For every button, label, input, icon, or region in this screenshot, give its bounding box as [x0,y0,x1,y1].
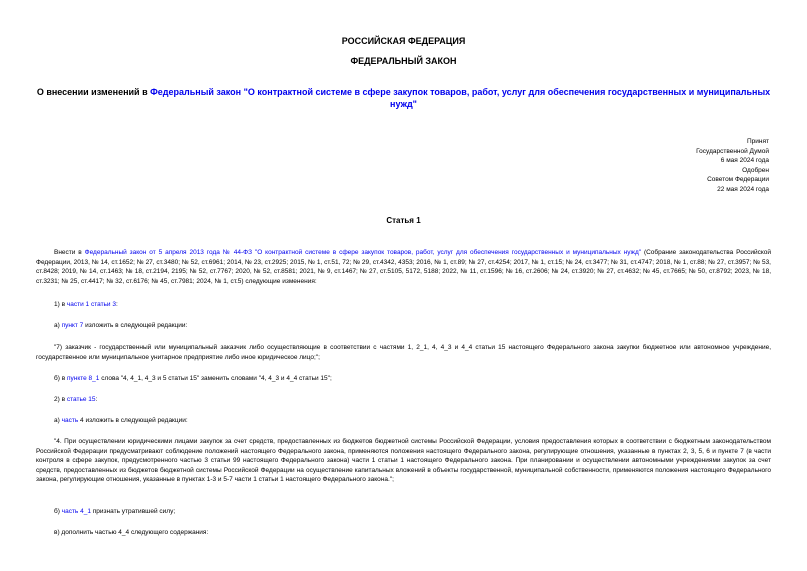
subitem-c2: в) дополнить частью 4_4 следующего содержания: [54,529,209,536]
title-prefix: О внесении изменений в [36,87,151,97]
item-2-pre: 2) в [54,396,67,403]
subitem-b2-post: признать утратившей силу; [90,508,176,515]
subitem-a2-post: 4 изложить в следующей редакции: [78,417,188,424]
adopted-label: Принят [746,138,769,145]
subitem-a2-link[interactable]: часть [61,417,79,424]
subitem-b-post: слова "4, 4_1, 4_3 и 5 статьи 15" заменить словами "4, 4_3 и 4_4 статьи 15"; [99,375,332,382]
adoption-block [696,137,769,194]
subitem-b2-link[interactable]: часть 4_1 [61,508,91,515]
subitem-a-post: изложить в следующей редакции: [83,322,188,329]
subitem-a2 [36,416,789,426]
subitem-b-link[interactable]: пункте 8_1 [66,375,100,382]
item-1-post: : [116,301,118,308]
quote-item-7: "7) заказчик - государственный или муниципальный заказчик либо осуществляющие в соответствии с частями 1, 2_1, 4, 4_3 и 4_4 статьи 15 настоящего Федерального закона закупки бюджетное или автономное учреждение, государственное или муниципальное унитарное предприятие либо иное юридическое лицо;"; [36,344,771,361]
subitem-a-link[interactable]: пункт 7 [61,322,84,329]
approved-date: 22 мая 2024 года [717,185,769,193]
item-2-link[interactable]: статье 15 [66,396,96,403]
doc-type-heading: ФЕДЕРАЛЬНЫЙ ЗАКОН [350,56,457,66]
subitem-a2-pre: а) [54,417,62,424]
intro-paragraph [36,248,771,286]
item-1-pre: 1) в [54,301,67,308]
approved-label: Одобрен [742,166,769,174]
intro-post: (Собрание законодательства Российской Федерации, 2013, № 14, ст.1652; № 27, ст.3480; № 52, ст.6961; 2014, № 23, ст.2925; 2015, № 1, ст.51, 72; № 29, ст.4342, 4353; 2016, № 1, ст.89; № 27, ст.4254; 2017, № 1, ст.15; № 24, ст.3477; № 31, ст.4747; 2018, № 1, ст.88; № 27, ст.3957; № 53, ст.8428; 2019, № 14, ст.1463; № 18, ст.2194, 2195; № 52, ст.7767; 2020, № 52, ст.8581; 2021, № 9, ст.1467; № 27, ст.5105, 5172, 5188; 2022, № 11, ст.1596; № 16, ст.2606; № 24, ст.3920; № 27, ст.4632; № 45, ст.7665; № 50, ст.8792; 2023, № 18, ст.3231; № 25, ст.4417; № 32, ст.6176; № 45, ст.7981; 2024, № 1, ст.5) следующие изменения: [36,249,771,285]
subitem-a-pre: а) [54,322,62,329]
subitem-b [36,374,789,384]
approved-by: Советом Федерации [707,176,769,183]
adopted-date: 6 мая 2024 года [720,157,769,164]
quote-part-4: "4. При осуществлении юридическими лицами закупок за счет средств, предоставленных из бюджетов бюджетной системы Российской Федерации, условия предоставления которых в соответствии с бюджетным законодательством Российской Федерации предусматривают соблюдение положений настоящего Федерального закона, применяются положения настоящего Федерального закона, регулирующие отношения, указанные в пунктах 2, 3, 5, 6 и пункте 7 (в части контроля в сфере закупок, предусмотренного частью 3 статьи 99 настоящего Федерального закона) части 1 статьи 1 настоящего Федерального закона. При планировании и осуществлении автономными учреждениями закупок за счет средств, предоставленных из бюджетов бюджетной системы Российской Федерации на осуществление капитальных вложений в объекты государственной, муниципальной собственности, применяются положения настоящего Федерального закона, регулирующие отношения, указанные в пунктах 1-3 и 5-7 части 1 статьи 1 настоящего Федерального закона."; [36,438,771,483]
law-title [36,86,771,110]
item-1-link[interactable]: части 1 статьи 3 [66,301,116,308]
subitem-b2 [36,507,789,517]
item-2 [36,395,789,405]
subitem-a [36,321,789,331]
intro-pre: Внести в [54,249,85,256]
adopted-by: Государственной Думой [696,147,769,155]
subitem-b-pre: б) в [54,375,67,382]
subitem-b2-pre: б) [54,508,62,515]
item-1 [36,300,789,310]
article-heading: Статья 1 [386,216,421,225]
intro-law-link[interactable]: Федеральный закон от 5 апреля 2013 года № 44-ФЗ "О контрактной системе в сфере закупок товаров, работ, услуг для обеспечения государственных и муниципальных нужд" [84,249,642,256]
item-2-post: : [95,396,98,403]
title-law-link[interactable]: Федеральный закон "О контрактной системе в сфере закупок товаров, работ, услуг для обеспечения государственных и муниципальных нужд" [150,87,771,109]
country-heading: РОССИЙСКАЯ ФЕДЕРАЦИЯ [341,36,466,46]
